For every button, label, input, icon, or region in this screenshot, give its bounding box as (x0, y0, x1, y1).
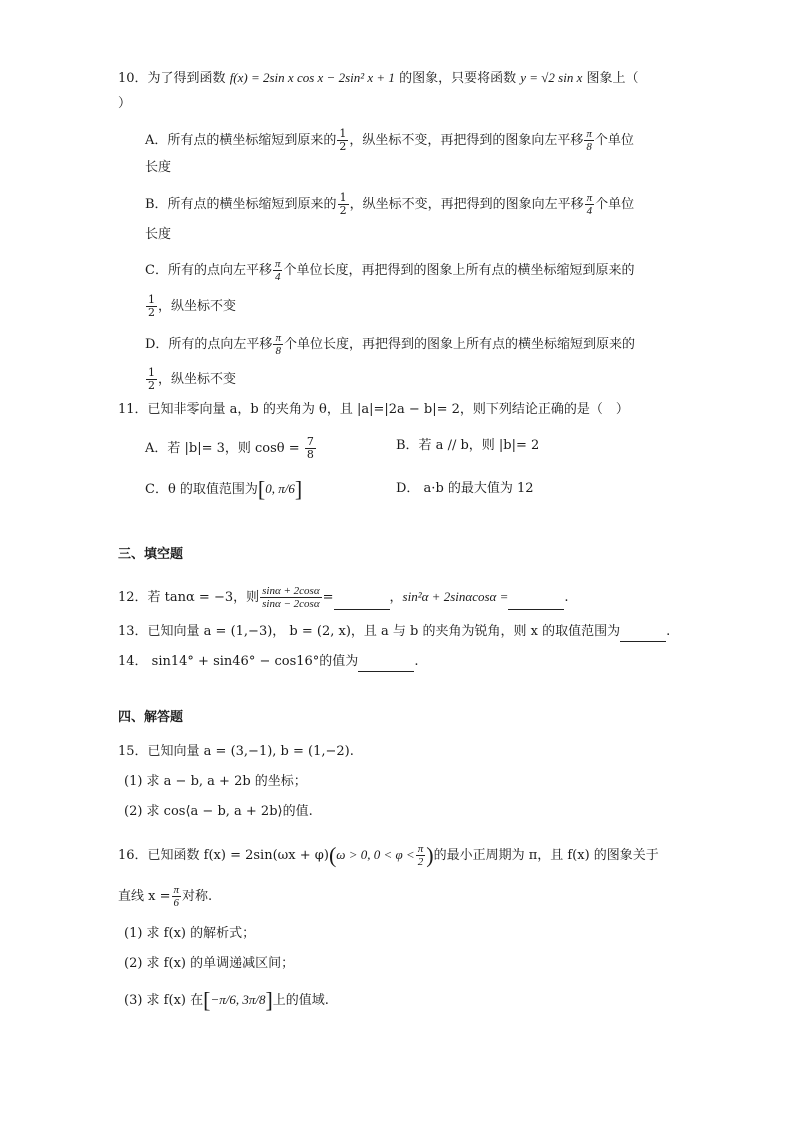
q10-stem-text-1: 10．为了得到函数 (118, 71, 226, 86)
q10-b-text-1: B．所有点的横坐标缩短到原来的 (145, 197, 337, 212)
q10-d-text-2: 个单位长度，再把得到的图象上所有点的横坐标缩短到原来的 (283, 337, 635, 352)
q16-part-3: (3) 求 f(x) 在[−π/6, 3π/8]上的值域. (124, 987, 329, 1013)
q10-b-text-2: ，纵坐标不变，再把得到的图象向左平移 (349, 197, 584, 212)
frac-pi8: $\frac{\pi}{8}$ (586, 128, 592, 153)
q12-fraction: $\frac{\sin\alpha + 2\cos\alpha}{\sin\alpha - 2\cos\alpha}$ (262, 585, 320, 610)
q11-option-a (145, 436, 317, 461)
q10-option-d-cont (145, 367, 236, 392)
section-answer-title: 四、解答题 (118, 710, 184, 725)
q12-eq: = (322, 590, 334, 605)
q16-stem-4: 对称. (182, 889, 213, 904)
q14 (118, 652, 418, 672)
frac-pi6: $\frac{\pi}{6}$ (173, 884, 180, 909)
q11-stem: 11．已知非零向量 a，b 的夹角为 θ，且 |a|=|2a − b|= 2，则下列结论正确的是（ ） (118, 402, 629, 417)
q10-c-text-2: 个单位长度，再把得到的图象上所有点的横坐标缩短到原来的 (283, 263, 635, 278)
frac-half: $\frac{1}{2}$ (148, 293, 155, 319)
q10-option-d (145, 332, 635, 357)
q15-part-1: (1) 求 a − b, a + 2b 的坐标； (124, 774, 307, 789)
q10-a-text-3: 个单位 (594, 133, 634, 148)
q16-part-1: (1) 求 f(x) 的解析式； (124, 926, 256, 941)
section-fill-in-title: 三、填空题 (118, 547, 184, 562)
frac-pi4: $\frac{\pi}{4}$ (586, 192, 593, 217)
q13-end: . (666, 624, 671, 639)
q16-stem-3: 直线 x = (118, 889, 171, 904)
q12-part2: sin²α + 2sinαcosα = (402, 589, 509, 604)
q12 (118, 585, 569, 610)
q10-option-a (145, 128, 634, 153)
q15-part-2: (2) 求 cos⟨a − b, a + 2b⟩的值. (124, 804, 313, 819)
q10-option-b-cont: 长度 (145, 227, 172, 242)
frac-pi2: $\frac{\pi}{2}$ (417, 843, 424, 868)
q13-blank[interactable] (620, 627, 666, 642)
q10-c-text-3: ，纵坐标不变 (158, 299, 237, 314)
frac-pi4: $\frac{\pi}{4}$ (274, 258, 281, 283)
q11-option-b: B．若 a // b，则 |b|= 2 (396, 438, 540, 453)
q10-stem-text-2: 的图象，只要将函数 (399, 71, 517, 86)
frac-half: $\frac{1}{2}$ (148, 366, 155, 392)
q16-part-2: (2) 求 f(x) 的单调递减区间； (124, 956, 295, 971)
q10-function: f(x) = 2sin x cos x − 2sin² x + 1 (229, 70, 395, 85)
q10-stem-text-3: 图象上（ (586, 71, 639, 86)
q10-option-a-cont: 长度 (145, 160, 172, 175)
q12-end: . (564, 590, 569, 605)
q14-text: 14． sin14° + sin46° − cos16°的值为 (118, 654, 359, 669)
q12-blank-1[interactable] (334, 595, 390, 610)
q16-range: −π/6, 3π/8 (210, 992, 266, 1007)
q16-p3-a: (3) 求 f(x) 在 (124, 993, 204, 1008)
q14-blank[interactable] (358, 657, 414, 672)
q15-stem: 15．已知向量 a = (3,−1), b = (1,−2). (118, 744, 354, 759)
q16-condition: ω > 0, 0 < φ < (336, 847, 415, 862)
q10-a-text-1: A．所有点的横坐标缩短到原来的 (145, 133, 337, 148)
q10-b-text-3: 个单位 (595, 197, 635, 212)
q12-blank-2[interactable] (508, 595, 564, 610)
q13 (118, 622, 670, 642)
q10-option-c (145, 258, 634, 283)
q16-stem-1: 16．已知函数 f(x) = 2sin(ωx + φ) (118, 848, 329, 863)
frac-7-8: $\frac{7}{8}$ (306, 435, 314, 461)
q10-function-2: y = √2 sin x (520, 70, 583, 85)
q10-d-text-3: ，纵坐标不变 (158, 372, 237, 387)
q10-a-text-2: ，纵坐标不变，再把得到的图象向左平移 (349, 133, 584, 148)
q16-p3-b: 上的值域. (272, 993, 329, 1008)
q10-option-b (145, 192, 634, 217)
q10-stem (118, 68, 639, 89)
q16-stem-cont (118, 884, 212, 909)
q16-stem: 16．已知函数 f(x) = 2sin(ωx + φ)(ω > 0, 0 < φ < $\frac{\pi}{2}$ )的最小正周期为 π，且 f(x) 的图象关于 (118, 842, 659, 868)
q11-a-text: A．若 |b|= 3，则 cosθ = (145, 441, 300, 456)
q13-text: 13．已知向量 a = (1,−3)， b = (2, x)，且 a 与 b 的夹角为锐角，则 x 的取值范围为 (118, 624, 621, 639)
q14-end: . (414, 654, 419, 669)
frac-pi8: $\frac{\pi}{8}$ (275, 332, 281, 357)
q10-d-text-1: D．所有的点向左平移 (145, 337, 273, 352)
q16-stem-2: 的最小正周期为 π，且 f(x) 的图象关于 (433, 848, 659, 863)
q10-c-text-1: C．所有的点向左平移 (145, 263, 272, 278)
q11-c-range: 0, π/6 (265, 481, 295, 496)
q12-pre: 12．若 tanα = −3，则 (118, 590, 260, 605)
q10-stem-close: ） (118, 96, 132, 111)
q11-option-d: D． a·b 的最大值为 12 (396, 481, 534, 496)
q12-sep: ， (389, 590, 403, 605)
q11-option-c: C．θ 的取值范围为[0, π/6] (145, 476, 303, 502)
q10-option-c-cont (145, 294, 236, 319)
frac-half: $\frac{1}{2}$ (339, 127, 347, 153)
q11-c-text: C．θ 的取值范围为 (145, 482, 258, 497)
frac-half: $\frac{1}{2}$ (339, 191, 347, 217)
